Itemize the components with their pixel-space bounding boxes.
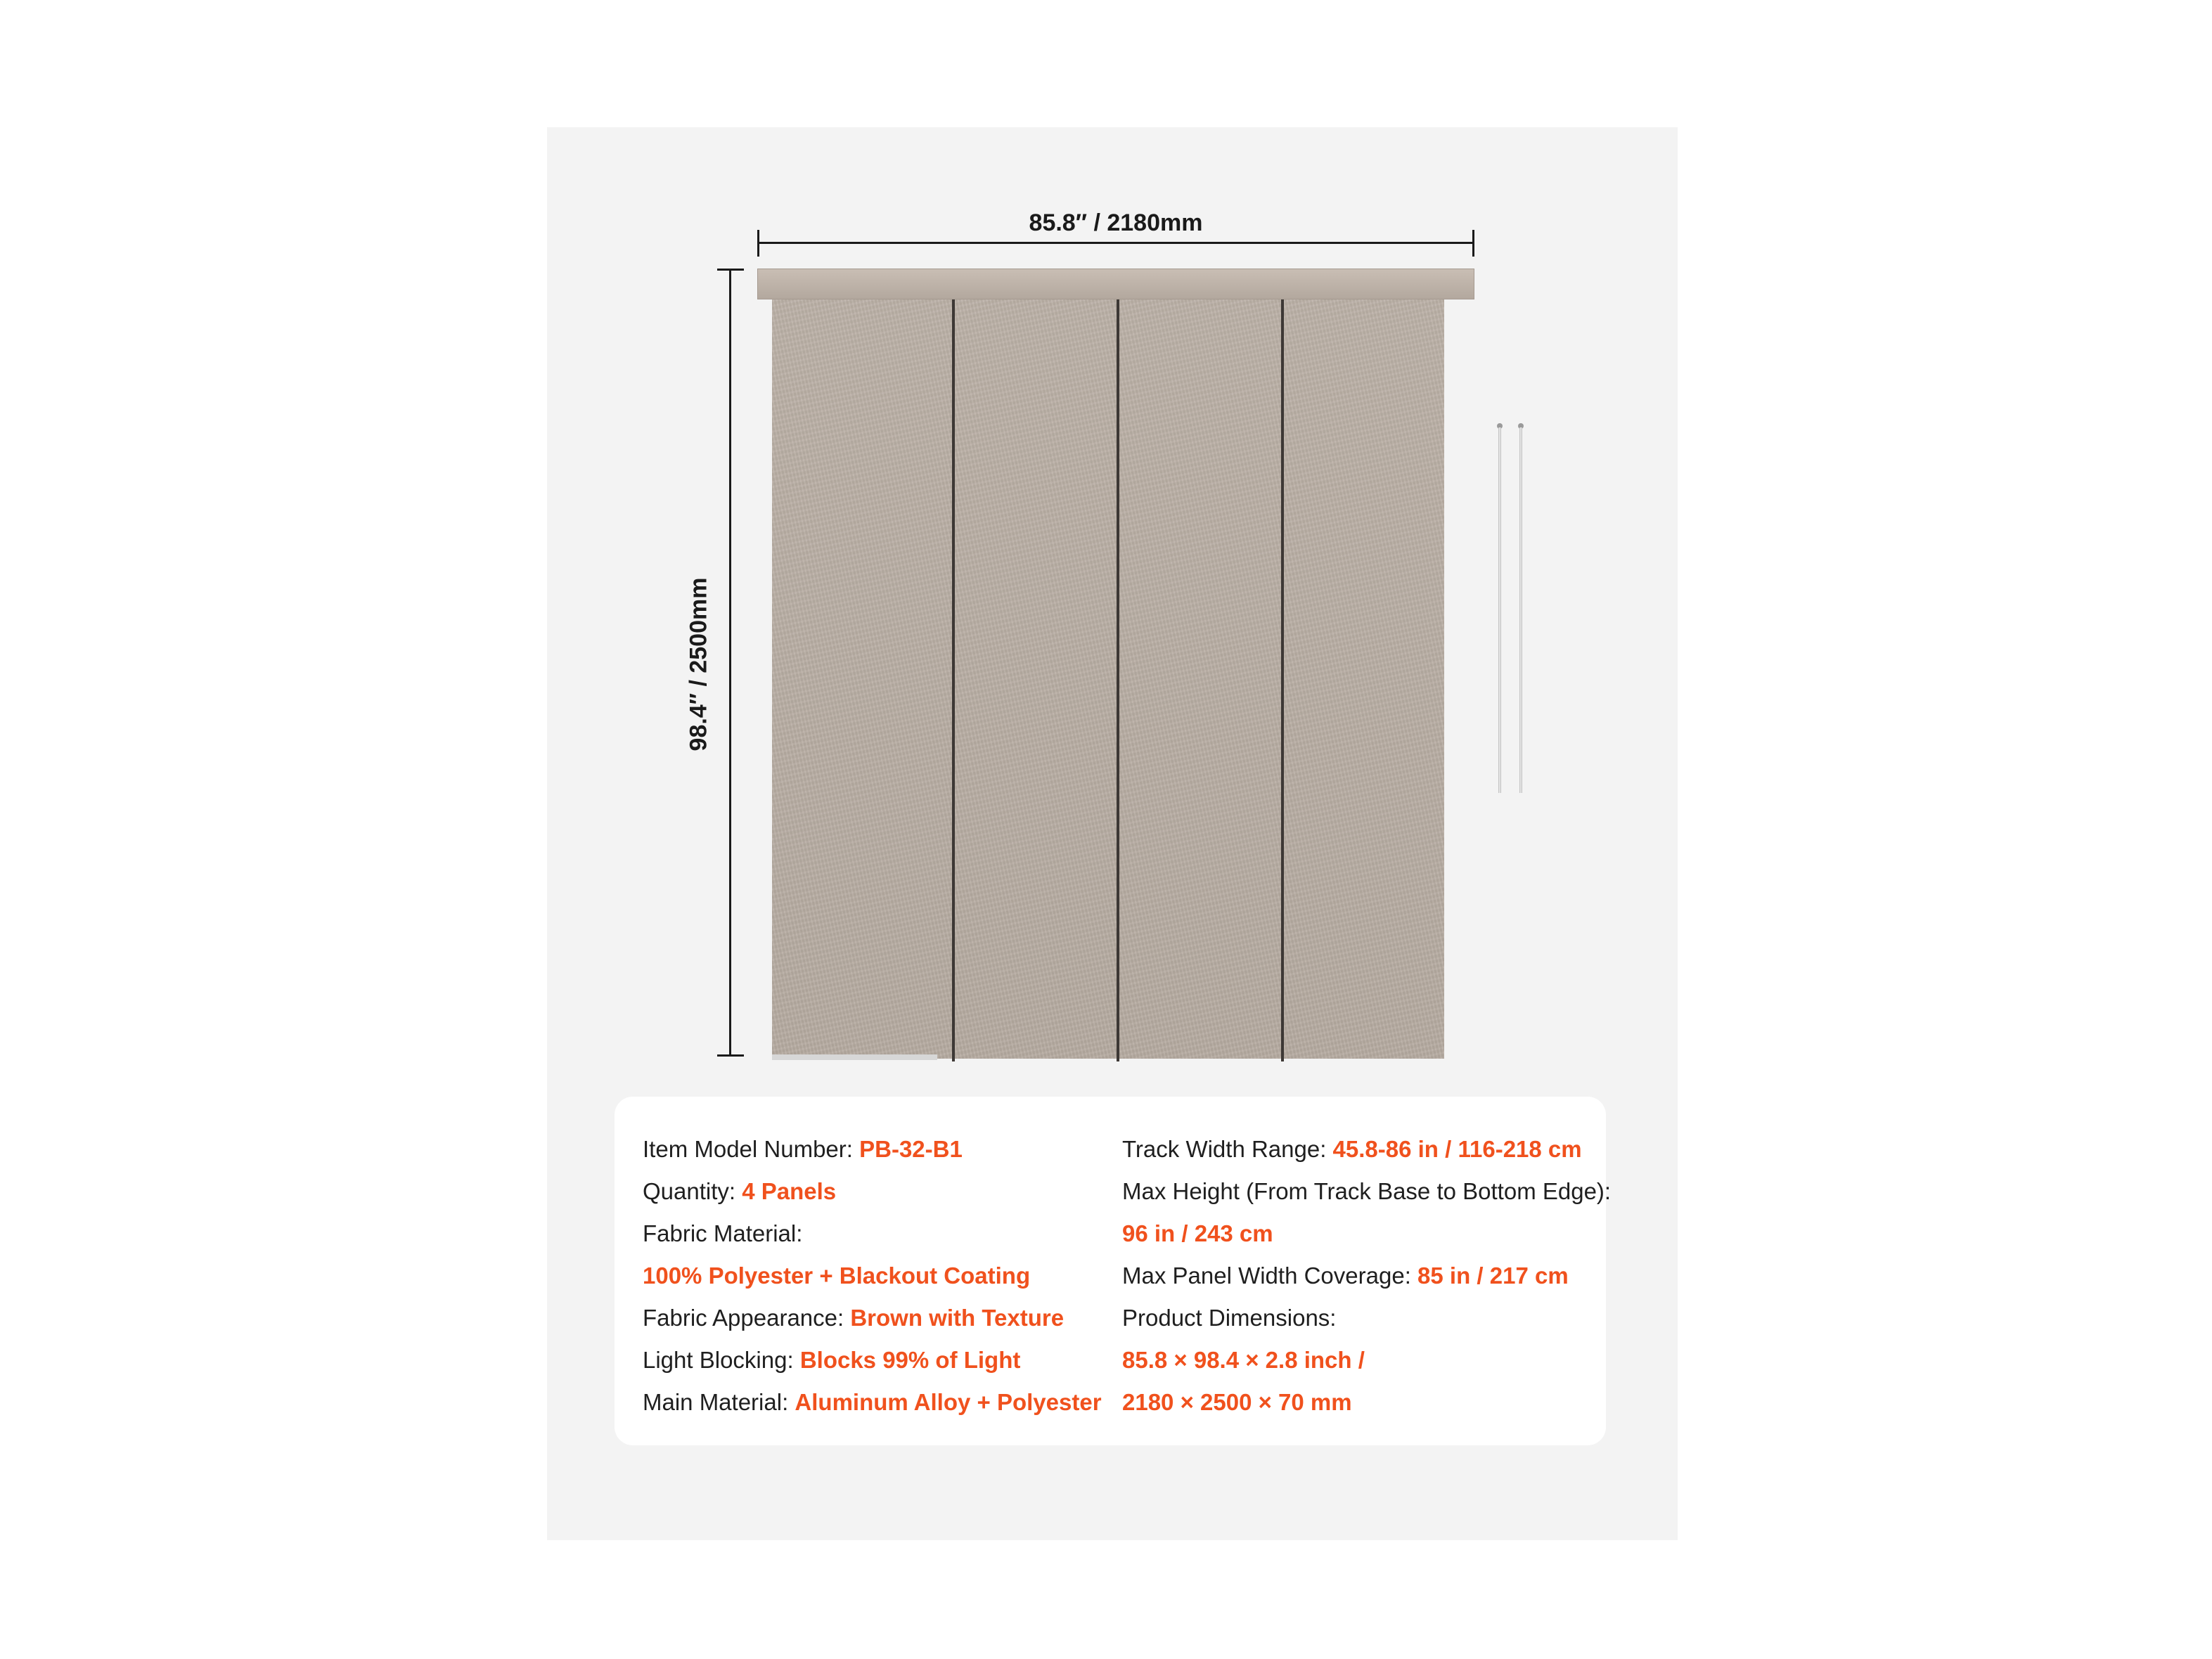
- width-dimension-line: [757, 242, 1474, 244]
- spec-product-dimensions-label: Product Dimensions:: [1122, 1305, 1337, 1331]
- spec-main-material: Main Material: Aluminum Alloy + Polyester: [643, 1389, 1102, 1415]
- height-dimension-cap-top: [717, 269, 744, 271]
- height-dimension-line: [729, 270, 731, 1056]
- width-dimension-cap-left: [757, 230, 759, 257]
- track-valance: [757, 269, 1474, 299]
- control-wand: [1519, 427, 1522, 793]
- specs-right-column: [1122, 1128, 1611, 1424]
- spec-max-height-label: Max Height (From Track Base to Bottom Edge):: [1122, 1178, 1612, 1204]
- bottom-rail: [772, 1054, 937, 1060]
- spec-model-number: Item Model Number: PB-32-B1: [643, 1136, 963, 1162]
- height-dimension-label: 98.4″ / 2500mm: [685, 577, 712, 751]
- fabric-panel-2: [953, 299, 1117, 1059]
- spec-quantity: Quantity: 4 Panels: [643, 1178, 837, 1204]
- spec-max-height-value: 96 in / 243 cm: [1122, 1220, 1273, 1246]
- fabric-panel-4: [1282, 299, 1444, 1059]
- spec-product-dimensions-mm: 2180 × 2500 × 70 mm: [1122, 1389, 1352, 1415]
- fabric-panel-3: [1118, 299, 1281, 1059]
- fabric-panel-1: [772, 299, 952, 1059]
- panel-divider: [952, 299, 955, 1061]
- specs-left-column: [643, 1128, 1102, 1424]
- width-dimension-cap-right: [1472, 230, 1474, 257]
- control-wand: [1498, 427, 1501, 793]
- spec-light-blocking: Light Blocking: Blocks 99% of Light: [643, 1347, 1021, 1373]
- spec-fabric-material-label: Fabric Material:: [643, 1220, 803, 1246]
- spec-fabric-appearance: Fabric Appearance: Brown with Texture: [643, 1305, 1065, 1331]
- height-dimension-cap-bottom: [717, 1054, 744, 1057]
- spec-fabric-material-value: 100% Polyester + Blackout Coating: [643, 1263, 1031, 1289]
- spec-track-width: Track Width Range: 45.8-86 in / 116-218 cm: [1122, 1136, 1582, 1162]
- spec-product-dimensions-inch: 85.8 × 98.4 × 2.8 inch /: [1122, 1347, 1365, 1373]
- panel-divider: [1117, 299, 1119, 1061]
- width-dimension-label: 85.8″ / 2180mm: [1029, 209, 1203, 236]
- spec-max-panel-width: Max Panel Width Coverage: 85 in / 217 cm: [1122, 1263, 1569, 1289]
- panel-divider: [1281, 299, 1284, 1061]
